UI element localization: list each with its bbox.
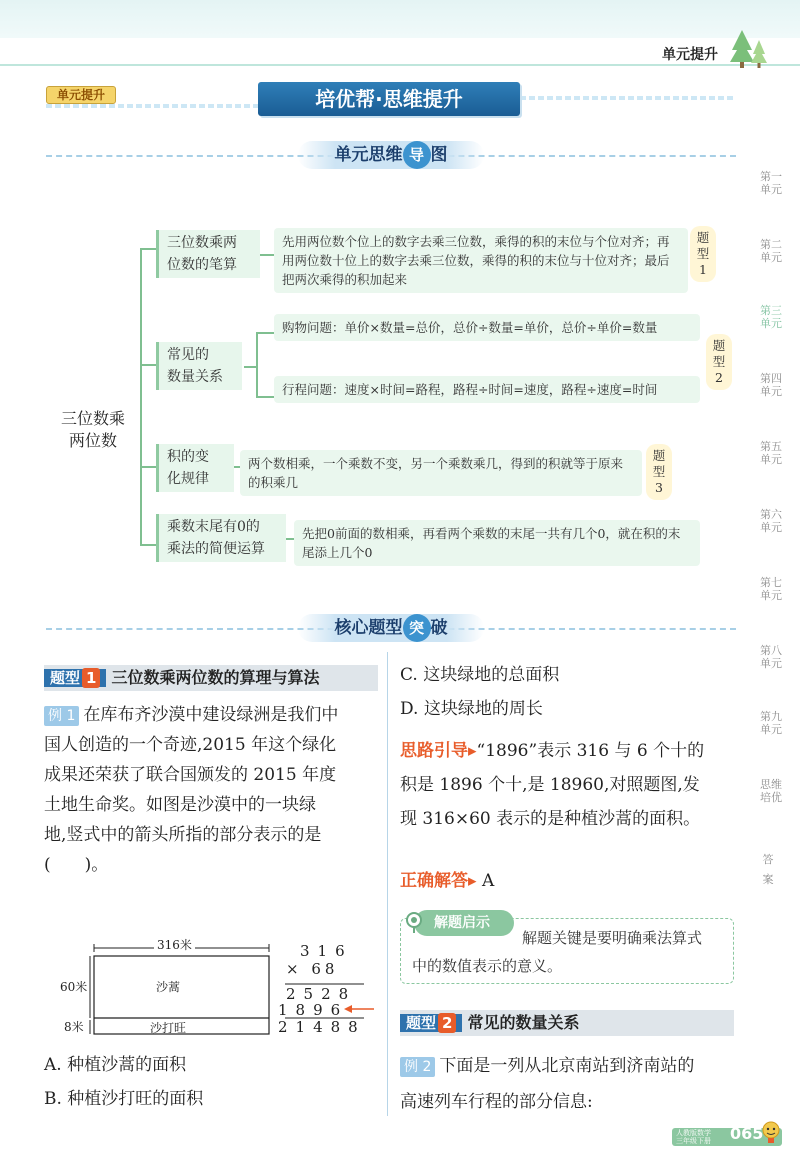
type-number: 1 — [82, 668, 100, 688]
option: B. 种植沙打旺的面积 — [44, 1089, 204, 1109]
height-label: 60米 — [60, 980, 88, 994]
pin-icon — [404, 912, 424, 934]
section-title-pill: 突 — [403, 614, 431, 642]
answer-value: A — [481, 871, 495, 891]
example-label: 例 2 — [400, 1057, 435, 1077]
page-banner: 培优帮·思维提升 — [258, 82, 520, 116]
side-tab-enrichment[interactable]: 思维培优 — [760, 778, 782, 804]
height-label: 8米 — [64, 1020, 84, 1034]
side-tab-unit-7[interactable]: 第七单元 — [760, 576, 782, 602]
multiplication-row: 316 — [300, 942, 353, 960]
type-tag: 题型 1 — [44, 669, 106, 687]
mindmap-connector — [140, 544, 156, 546]
mascot-icon — [760, 1120, 782, 1144]
tree-icon — [728, 28, 768, 68]
multiplication-row: 2528 — [286, 985, 357, 1003]
mindmap-leaf: 先用两位数个位上的数字去乘三位数，乘得的积的末位与个位对齐；再用两位数十位上的数字去乘三位数，乘得的积的末位与十位对齐；最后把两次乘得的积加起来 — [274, 228, 688, 293]
multiplication-row: × 68 — [286, 960, 339, 978]
mindmap-connector — [256, 332, 274, 334]
area-label: 沙蒿 — [156, 980, 181, 994]
type-header — [44, 665, 378, 691]
type-title: 常见的数量关系 — [467, 1013, 580, 1032]
option: C. 这块绿地的总面积 — [400, 665, 560, 685]
side-tab-unit-9[interactable]: 第九单元 — [760, 710, 782, 736]
section-title-text: 核心题型 — [334, 618, 403, 638]
answer-label: 正确解答 — [400, 871, 468, 891]
type-header — [400, 1010, 734, 1036]
mindmap-type-tag: 题 型 2 — [706, 334, 732, 390]
side-tab-unit-4[interactable]: 第四单元 — [760, 372, 782, 398]
options-list — [44, 1048, 384, 1116]
mindmap-leaf: 先把0前面的数相乘，再看两个乘数的末尾一共有几个0，就在积的末尾添上几个0 — [294, 520, 700, 566]
mindmap-node: 常见的 数量关系 — [156, 342, 242, 390]
page-number: 065 — [730, 1124, 764, 1143]
option: D. 这块绿地的周长 — [400, 699, 543, 719]
side-tab-unit-5[interactable]: 第五单元 — [760, 440, 782, 466]
stripe-decor — [520, 96, 736, 100]
area-label: 沙打旺 — [150, 1021, 187, 1035]
section-title-pill: 导 — [403, 141, 431, 169]
mindmap-connector — [256, 396, 274, 398]
mindmap-connector — [140, 248, 156, 250]
mindmap-type-tag: 题 型 3 — [646, 444, 672, 500]
footer-small-text: 人教版数学 三年级下册 — [676, 1129, 711, 1145]
mindmap-node: 积的变 化规律 — [156, 444, 234, 492]
side-tab-unit-1[interactable]: 第一单元 — [760, 170, 782, 196]
options-list — [400, 658, 740, 726]
mindmap-connector — [256, 332, 258, 398]
column-divider — [387, 652, 388, 1116]
mindmap-connector — [286, 538, 294, 540]
top-divider — [0, 64, 800, 66]
unit-chip: 单元提升 — [46, 86, 116, 104]
option: A. 种植沙蒿的面积 — [44, 1055, 187, 1075]
mindmap-trunk — [140, 248, 142, 546]
side-tab-unit-6[interactable]: 第六单元 — [760, 508, 782, 534]
mindmap-root: 三位数乘 两位数 — [60, 409, 125, 450]
section-title-text: 单元思维 — [334, 145, 403, 165]
type-tag: 题型 2 — [400, 1014, 462, 1032]
hint-text: 解题关键是要明确乘法算式 — [522, 929, 703, 947]
mindmap-leaf: 购物问题：单价×数量=总价，总价÷数量=单价，总价÷单价=数量 — [274, 314, 700, 341]
mindmap-node: 乘数末尾有0的 乘法的简便运算 — [156, 514, 286, 562]
multiplication-row: 1896 — [278, 1001, 349, 1019]
stripe-decor — [46, 104, 258, 108]
example-label: 例 1 — [44, 706, 79, 726]
problem-figure — [44, 938, 384, 1038]
multiplication-row: 21488 — [278, 1018, 366, 1036]
example-text: 例 2 下面是一列从北京南站到济南站的 高速列车行程的部分信息: — [400, 1056, 695, 1112]
mindmap-connector — [260, 254, 274, 256]
section-title-map — [298, 141, 484, 169]
unit-title: 单元提升 — [662, 47, 718, 63]
mindmap-node: 三位数乘两 位数的笔算 — [156, 230, 260, 278]
mindmap-type-tag: 题 型 1 — [690, 226, 716, 282]
side-tab-answers[interactable]: 答案 — [762, 853, 774, 886]
mindmap-connector — [140, 466, 156, 468]
top-band — [0, 0, 800, 38]
solution-answer: 正确解答▸ A — [400, 871, 495, 891]
example-text: 例 1 在库布齐沙漠中建设绿洲是我们中 国人创造的一个奇迹,2015 年这个绿化 成果还荣获了联合国颁发的 2015 年度 土地生命奖。如图是沙漠中的一块绿 地,竖式中的箭头所指的部分表示的是 ( )。 — [44, 705, 339, 875]
width-label: 316米 — [154, 936, 195, 953]
hint-label: 解题启示 — [414, 910, 514, 936]
mindmap-connector — [244, 366, 256, 368]
solution-guide: 思路引导▸“1896”表示 316 与 6 个十的 积是 1896 个十,是 18960,对照题图,发 现 316×60 表示的是种植沙蒿的面积。 — [400, 741, 705, 829]
guide-label: 思路引导 — [400, 741, 468, 761]
type-number: 2 — [438, 1013, 456, 1033]
type-title: 三位数乘两位数的算理与算法 — [111, 668, 320, 687]
side-tab-unit-8[interactable]: 第八单元 — [760, 644, 782, 670]
mindmap-leaf: 行程问题：速度×时间=路程，路程÷时间=速度，路程÷速度=时间 — [274, 376, 700, 403]
mindmap-connector — [140, 364, 156, 366]
section-title-text: 破 — [430, 618, 448, 638]
side-tab-unit-3[interactable]: 第三单元 — [760, 304, 782, 330]
section-title-text: 图 — [430, 145, 448, 165]
mindmap-leaf: 两个数相乘，一个乘数不变，另一个乘数乘几，得到的积就等于原来的积乘几 — [240, 450, 642, 496]
side-tab-unit-2[interactable]: 第二单元 — [760, 238, 782, 264]
section-title-core — [298, 614, 484, 642]
hint-text: 中的数值表示的意义。 — [412, 957, 563, 975]
